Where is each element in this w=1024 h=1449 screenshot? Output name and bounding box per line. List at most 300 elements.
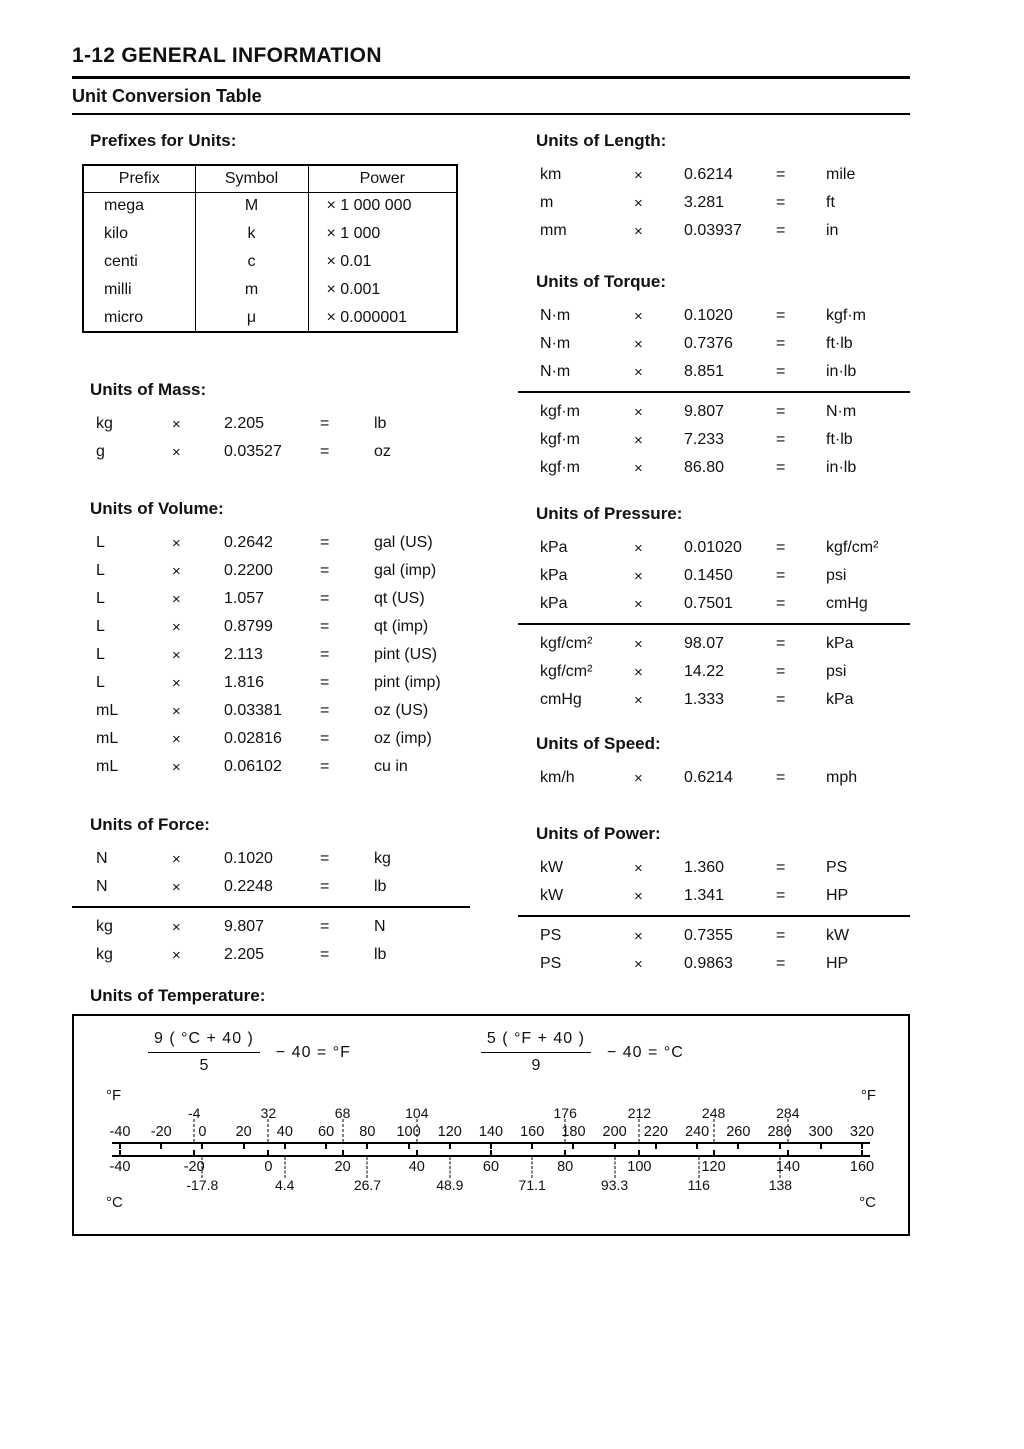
- fahrenheit-tick: [284, 1144, 286, 1149]
- equals-sign: =: [776, 431, 786, 448]
- from-unit: PS: [540, 927, 562, 944]
- to-unit: cu in: [374, 758, 408, 775]
- celsius-tick: [342, 1150, 344, 1155]
- conversion-factor: 0.03381: [224, 702, 282, 719]
- celsius-major-label: 140: [775, 1159, 800, 1175]
- prefix-row: [83, 220, 457, 248]
- right-column: [518, 131, 910, 978]
- conversion-dash-line: [268, 1119, 269, 1142]
- section-units-of-pressure: [518, 504, 910, 714]
- equals-sign: =: [776, 955, 786, 972]
- to-unit: gal (US): [374, 534, 433, 551]
- prefix-power: × 0.01: [308, 248, 457, 276]
- equals-sign: =: [776, 927, 786, 944]
- celsius-tick: [193, 1150, 195, 1155]
- to-unit: mph: [826, 769, 858, 786]
- conversion-dash-line: [416, 1119, 417, 1142]
- conversion-factor: 86.80: [684, 459, 725, 476]
- fahrenheit-tick: [408, 1144, 410, 1149]
- conversion-rows: [72, 410, 518, 466]
- to-unit: cmHg: [826, 595, 868, 612]
- equals-sign: =: [776, 166, 786, 183]
- multiply-sign: ×: [634, 363, 643, 381]
- equals-sign: =: [776, 663, 786, 680]
- conversion-factor: 0.03937: [684, 222, 742, 239]
- from-unit: kgf/cm²: [540, 635, 593, 652]
- column-header-symbol: Symbol: [195, 165, 308, 192]
- section-title: Units of Temperature:: [90, 986, 266, 1005]
- to-unit: kgf·m: [826, 307, 866, 324]
- fahrenheit-tick: [490, 1144, 492, 1149]
- multiply-sign: ×: [634, 887, 643, 905]
- formula-suffix: − 40 = °F: [275, 1043, 351, 1061]
- fahrenheit-conversion-label: 176: [553, 1105, 577, 1121]
- celsius-major-label: -40: [109, 1159, 131, 1175]
- equals-sign: =: [320, 646, 330, 663]
- celsius-major-label: 0: [264, 1159, 273, 1175]
- fahrenheit-conversion-label: 68: [334, 1105, 351, 1121]
- fahrenheit-tick: [861, 1144, 863, 1149]
- conversion-factor: 1.333: [684, 691, 725, 708]
- equals-sign: =: [320, 758, 330, 775]
- from-unit: L: [96, 562, 105, 579]
- from-unit: km/h: [540, 769, 575, 786]
- prefix-power: × 0.000001: [308, 304, 457, 332]
- conversion-rows: [518, 534, 910, 714]
- equals-sign: =: [776, 307, 786, 324]
- equals-sign: =: [320, 562, 330, 579]
- formula-denominator: 9: [531, 1057, 541, 1074]
- conversion-row: [518, 302, 910, 330]
- to-unit: HP: [826, 887, 849, 904]
- from-unit: N·m: [540, 363, 571, 380]
- conversion-rows: [518, 302, 910, 482]
- conversion-row: [72, 753, 518, 781]
- equals-sign: =: [320, 534, 330, 551]
- conversion-rows: [518, 854, 910, 978]
- multiply-sign: ×: [634, 335, 643, 353]
- from-unit: kg: [96, 918, 113, 935]
- celsius-tick: [564, 1150, 566, 1155]
- from-unit: L: [96, 674, 105, 691]
- equals-sign: =: [320, 878, 330, 895]
- celsius-conversion-label: 26.7: [353, 1177, 382, 1193]
- conversion-factor: 0.1450: [684, 567, 733, 584]
- to-unit: lb: [374, 415, 387, 432]
- table-title: Unit Conversion Table: [72, 86, 262, 106]
- equals-sign: =: [776, 539, 786, 556]
- formula-suffix: − 40 = °C: [606, 1043, 684, 1061]
- multiply-sign: ×: [634, 459, 643, 477]
- section-units-of-length: [518, 131, 910, 245]
- conversion-dash-line: [787, 1119, 788, 1142]
- conversion-row: [518, 454, 910, 482]
- prefix-symbol: k: [195, 220, 308, 248]
- section-title: Prefixes for Units:: [90, 131, 237, 150]
- scale-ruler-ticks: [120, 1144, 862, 1155]
- celsius-tick: [490, 1150, 492, 1155]
- conversion-factor: 0.7501: [684, 595, 733, 612]
- fahrenheit-major-label: 140: [478, 1124, 504, 1140]
- prefix-name: micro: [83, 304, 195, 332]
- conversion-row: [518, 161, 910, 189]
- fahrenheit-conversion-label: 248: [701, 1105, 726, 1121]
- multiply-sign: ×: [172, 590, 181, 608]
- celsius-tick: [267, 1150, 269, 1155]
- multiply-sign: ×: [172, 758, 181, 776]
- fahrenheit-conversion-label: -4: [187, 1105, 201, 1121]
- conversion-factor: 1.816: [224, 674, 265, 691]
- conversion-rows: [518, 161, 910, 245]
- conversion-row: [518, 217, 910, 245]
- to-unit: ft·lb: [826, 431, 853, 448]
- celsius-conversion-label: -17.8: [186, 1177, 219, 1193]
- conversion-factor: 0.06102: [224, 758, 282, 775]
- to-unit: ft·lb: [826, 335, 853, 352]
- prefix-symbol: M: [195, 192, 308, 220]
- conversion-factor: 2.205: [224, 946, 265, 963]
- fahrenheit-tick: [531, 1144, 533, 1149]
- equals-sign: =: [776, 194, 786, 211]
- multiply-sign: ×: [172, 702, 181, 720]
- fahrenheit-major-label: 320: [849, 1124, 875, 1140]
- multiply-sign: ×: [172, 674, 181, 692]
- equals-sign: =: [320, 918, 330, 935]
- conversion-row: [518, 398, 910, 426]
- prefix-power: × 0.001: [308, 276, 457, 304]
- fahrenheit-major-label: 240: [685, 1124, 710, 1140]
- conversion-row: [518, 882, 910, 910]
- from-unit: g: [96, 443, 105, 460]
- section-units-of-speed: [518, 734, 910, 792]
- fahrenheit-major-label: 80: [359, 1124, 376, 1140]
- multiply-sign: ×: [634, 222, 643, 240]
- from-unit: kgf·m: [540, 431, 580, 448]
- fahrenheit-major-labels: [109, 1122, 875, 1142]
- celsius-tick: [119, 1150, 121, 1155]
- from-unit: kW: [540, 859, 564, 876]
- fahrenheit-major-label: 100: [396, 1124, 421, 1140]
- equals-sign: =: [776, 595, 786, 612]
- to-unit: N·m: [826, 403, 857, 420]
- section-title: Units of Power:: [536, 824, 661, 843]
- equals-sign: =: [776, 859, 786, 876]
- conversion-factor: 0.1020: [224, 850, 273, 867]
- formula-numerator: 9 ( °C + 40 ): [148, 1030, 260, 1053]
- section-units-of-power: [518, 824, 910, 978]
- equals-sign: =: [776, 459, 786, 476]
- celsius-major-label: 120: [701, 1159, 726, 1175]
- to-unit: qt (US): [374, 590, 425, 607]
- from-unit: cmHg: [540, 691, 582, 708]
- from-unit: kg: [96, 946, 113, 963]
- from-unit: N: [96, 878, 108, 895]
- to-unit: HP: [826, 955, 849, 972]
- prefix-row: [83, 304, 457, 332]
- conversion-factor: 0.1020: [684, 307, 733, 324]
- conversion-row: [72, 669, 518, 697]
- from-unit: kW: [540, 887, 564, 904]
- conversion-row: [518, 358, 910, 386]
- to-unit: kW: [826, 927, 850, 944]
- equals-sign: =: [320, 730, 330, 747]
- conversion-row: [518, 426, 910, 454]
- multiply-sign: ×: [634, 166, 643, 184]
- equals-sign: =: [776, 691, 786, 708]
- to-unit: gal (imp): [374, 562, 437, 579]
- conversion-row: [518, 590, 910, 618]
- celsius-tick: [416, 1150, 418, 1155]
- from-unit: kgf·m: [540, 403, 580, 420]
- fahrenheit-major-label: 280: [767, 1124, 792, 1140]
- celsius-tick: [861, 1150, 863, 1155]
- fahrenheit-major-label: 220: [643, 1124, 668, 1140]
- multiply-sign: ×: [172, 730, 181, 748]
- to-unit: lb: [374, 946, 387, 963]
- to-unit: oz: [374, 443, 391, 460]
- conversion-factor: 0.2248: [224, 878, 273, 895]
- fahrenheit-tick: [737, 1144, 739, 1149]
- conversion-dash-line: [780, 1157, 781, 1178]
- section-units-of-temperature: [72, 986, 910, 1236]
- from-unit: kgf/cm²: [540, 663, 593, 680]
- conversion-row: [72, 529, 518, 557]
- conversion-factor: 0.6214: [684, 769, 733, 786]
- section-units-of-torque: [518, 272, 910, 482]
- equals-sign: =: [776, 635, 786, 652]
- from-unit: m: [540, 194, 554, 211]
- from-unit: kPa: [540, 595, 568, 612]
- fahrenheit-tick: [325, 1144, 327, 1149]
- conversion-row: [72, 585, 518, 613]
- section-title: Units of Pressure:: [536, 504, 683, 523]
- from-unit: kg: [96, 415, 113, 432]
- conversion-dash-line: [194, 1119, 195, 1142]
- equals-sign: =: [776, 887, 786, 904]
- from-unit: L: [96, 534, 105, 551]
- fahrenheit-conversion-label: 284: [776, 1105, 800, 1121]
- fahrenheit-tick: [201, 1144, 203, 1149]
- to-unit: kg: [374, 850, 391, 867]
- conversion-factor: 0.2200: [224, 562, 273, 579]
- fahrenheit-major-label: 180: [561, 1124, 586, 1140]
- section-units-of-volume: [72, 499, 518, 781]
- multiply-sign: ×: [172, 562, 181, 580]
- fahrenheit-tick: [696, 1144, 698, 1149]
- celsius-conversion-labels: [120, 1177, 862, 1194]
- column-header-power: Power: [308, 165, 457, 192]
- fahrenheit-major-label: 40: [276, 1124, 293, 1140]
- conversion-dash-line: [614, 1157, 615, 1178]
- prefix-name: milli: [83, 276, 195, 304]
- temperature-scale: [106, 1087, 876, 1212]
- fahrenheit-tick: [243, 1144, 245, 1149]
- multiply-sign: ×: [634, 769, 643, 787]
- fahrenheit-conversion-label: 104: [405, 1105, 429, 1121]
- conversion-factor: 0.8799: [224, 618, 273, 635]
- fahrenheit-tick: [572, 1144, 574, 1149]
- prefix-row: [83, 192, 457, 220]
- multiply-sign: ×: [172, 443, 181, 461]
- conversion-row: [518, 534, 910, 562]
- multiply-sign: ×: [172, 534, 181, 552]
- fahrenheit-unit-row: [106, 1087, 876, 1105]
- formula-denominator: 5: [199, 1057, 209, 1074]
- conversion-dash-line: [639, 1119, 640, 1142]
- fahrenheit-tick: [160, 1144, 162, 1149]
- to-unit: N: [374, 918, 386, 935]
- from-unit: N·m: [540, 335, 571, 352]
- to-unit: in·lb: [826, 459, 857, 476]
- multiply-sign: ×: [634, 663, 643, 681]
- to-unit: psi: [826, 567, 847, 584]
- to-unit: kgf/cm²: [826, 539, 879, 556]
- prefix-symbol: m: [195, 276, 308, 304]
- section-title: Units of Mass:: [90, 380, 207, 399]
- conversion-factor: 0.6214: [684, 166, 733, 183]
- fahrenheit-major-label: 260: [726, 1124, 751, 1140]
- fahrenheit-formula: [148, 1030, 351, 1075]
- conversion-factor: 9.807: [684, 403, 725, 420]
- prefixes-table: [82, 164, 458, 333]
- from-unit: N: [96, 850, 108, 867]
- multiply-sign: ×: [172, 618, 181, 636]
- from-unit: mm: [540, 222, 567, 239]
- to-unit: kPa: [826, 691, 854, 708]
- conversion-row: [72, 725, 518, 753]
- conversion-row: [72, 845, 518, 873]
- page-title: 1-12 GENERAL INFORMATION: [72, 44, 382, 67]
- fraction: [148, 1030, 260, 1075]
- to-unit: pint (imp): [374, 674, 441, 691]
- multiply-sign: ×: [172, 918, 181, 936]
- conversion-dash-line: [284, 1157, 285, 1178]
- conversion-row: [72, 557, 518, 585]
- prefixes-table-header: [83, 165, 457, 192]
- conversion-factor: 8.851: [684, 363, 725, 380]
- multiply-sign: ×: [634, 431, 643, 449]
- conversion-row: [518, 686, 910, 714]
- equals-sign: =: [320, 618, 330, 635]
- to-unit: in·lb: [826, 363, 857, 380]
- celsius-major-label: 60: [482, 1159, 500, 1175]
- fahrenheit-tick: [449, 1144, 451, 1149]
- prefix-power: × 1 000 000: [308, 192, 457, 220]
- from-unit: km: [540, 166, 562, 183]
- multiply-sign: ×: [634, 539, 643, 557]
- prefix-name: centi: [83, 248, 195, 276]
- column-header-prefix: Prefix: [83, 165, 195, 192]
- conversion-dash-line: [202, 1157, 203, 1178]
- to-unit: qt (imp): [374, 618, 429, 635]
- section-title: Units of Length:: [536, 131, 667, 150]
- to-unit: kPa: [826, 635, 854, 652]
- multiply-sign: ×: [634, 927, 643, 945]
- celsius-conversion-label: 71.1: [518, 1177, 546, 1193]
- prefix-name: kilo: [83, 220, 195, 248]
- celsius-unit-label-right: °C: [859, 1194, 876, 1211]
- conversion-row: [518, 562, 910, 590]
- fahrenheit-tick: [614, 1144, 616, 1149]
- conversion-factor: 14.22: [684, 663, 725, 680]
- conversion-row: [518, 658, 910, 686]
- conversion-row: [518, 630, 910, 658]
- equals-sign: =: [776, 335, 786, 352]
- temperature-formulas: [74, 1030, 908, 1075]
- to-unit: ft: [826, 194, 835, 211]
- conversion-row: [518, 330, 910, 358]
- prefixes-table-body: [83, 192, 457, 332]
- fahrenheit-major-label: 300: [808, 1124, 833, 1140]
- multiply-sign: ×: [634, 955, 643, 973]
- celsius-major-label: 20: [334, 1159, 351, 1175]
- conversion-factor: 0.7376: [684, 335, 733, 352]
- conversion-row: [72, 410, 518, 438]
- from-unit: N·m: [540, 307, 571, 324]
- celsius-conversion-label: 116: [687, 1177, 710, 1193]
- header-rule: [72, 76, 910, 79]
- section-title: Units of Volume:: [90, 499, 224, 518]
- fahrenheit-major-label: 20: [235, 1124, 252, 1140]
- fahrenheit-major-label: -40: [109, 1124, 131, 1140]
- prefix-power: × 1 000: [308, 220, 457, 248]
- celsius-conversion-label: 138: [768, 1177, 793, 1193]
- prefix-row: [83, 248, 457, 276]
- equals-sign: =: [320, 850, 330, 867]
- from-unit: mL: [96, 758, 119, 775]
- from-unit: L: [96, 646, 105, 663]
- conversion-row: [72, 873, 518, 901]
- to-unit: in: [826, 222, 839, 239]
- separator-line: [518, 915, 910, 917]
- celsius-major-labels: [109, 1157, 875, 1177]
- conversion-row: [518, 950, 910, 978]
- multiply-sign: ×: [634, 691, 643, 709]
- conversion-factor: 1.057: [224, 590, 265, 607]
- multiply-sign: ×: [172, 878, 181, 896]
- fahrenheit-conversion-label: 212: [627, 1105, 652, 1121]
- prefixes-section: [72, 131, 518, 333]
- prefix-name: mega: [83, 192, 195, 220]
- multiply-sign: ×: [172, 946, 181, 964]
- from-unit: kPa: [540, 567, 568, 584]
- separator-line: [518, 623, 910, 625]
- scale-ruler: [112, 1142, 870, 1157]
- fahrenheit-unit-label-left: °F: [106, 1087, 122, 1104]
- two-column-layout: [72, 131, 910, 978]
- to-unit: mile: [826, 166, 856, 183]
- conversion-dash-line: [565, 1119, 566, 1142]
- section-units-of-force: [72, 815, 518, 969]
- table-header-row: [83, 165, 457, 192]
- temperature-box: [72, 1014, 910, 1236]
- prefix-symbol: μ: [195, 304, 308, 332]
- section-title: Units of Torque:: [536, 272, 666, 291]
- from-unit: kgf·m: [540, 459, 580, 476]
- conversion-factor: 98.07: [684, 635, 725, 652]
- separator-line: [72, 906, 470, 908]
- celsius-unit-label-left: °C: [106, 1194, 123, 1211]
- conversion-dash-line: [532, 1157, 533, 1178]
- celsius-major-label: 100: [627, 1159, 652, 1175]
- multiply-sign: ×: [634, 403, 643, 421]
- fahrenheit-conversion-label: 32: [260, 1105, 277, 1121]
- from-unit: L: [96, 618, 105, 635]
- celsius-major-label: 80: [557, 1159, 574, 1175]
- conversion-row: [72, 438, 518, 466]
- celsius-conversion-label: 93.3: [600, 1177, 629, 1193]
- conversion-row: [518, 764, 910, 792]
